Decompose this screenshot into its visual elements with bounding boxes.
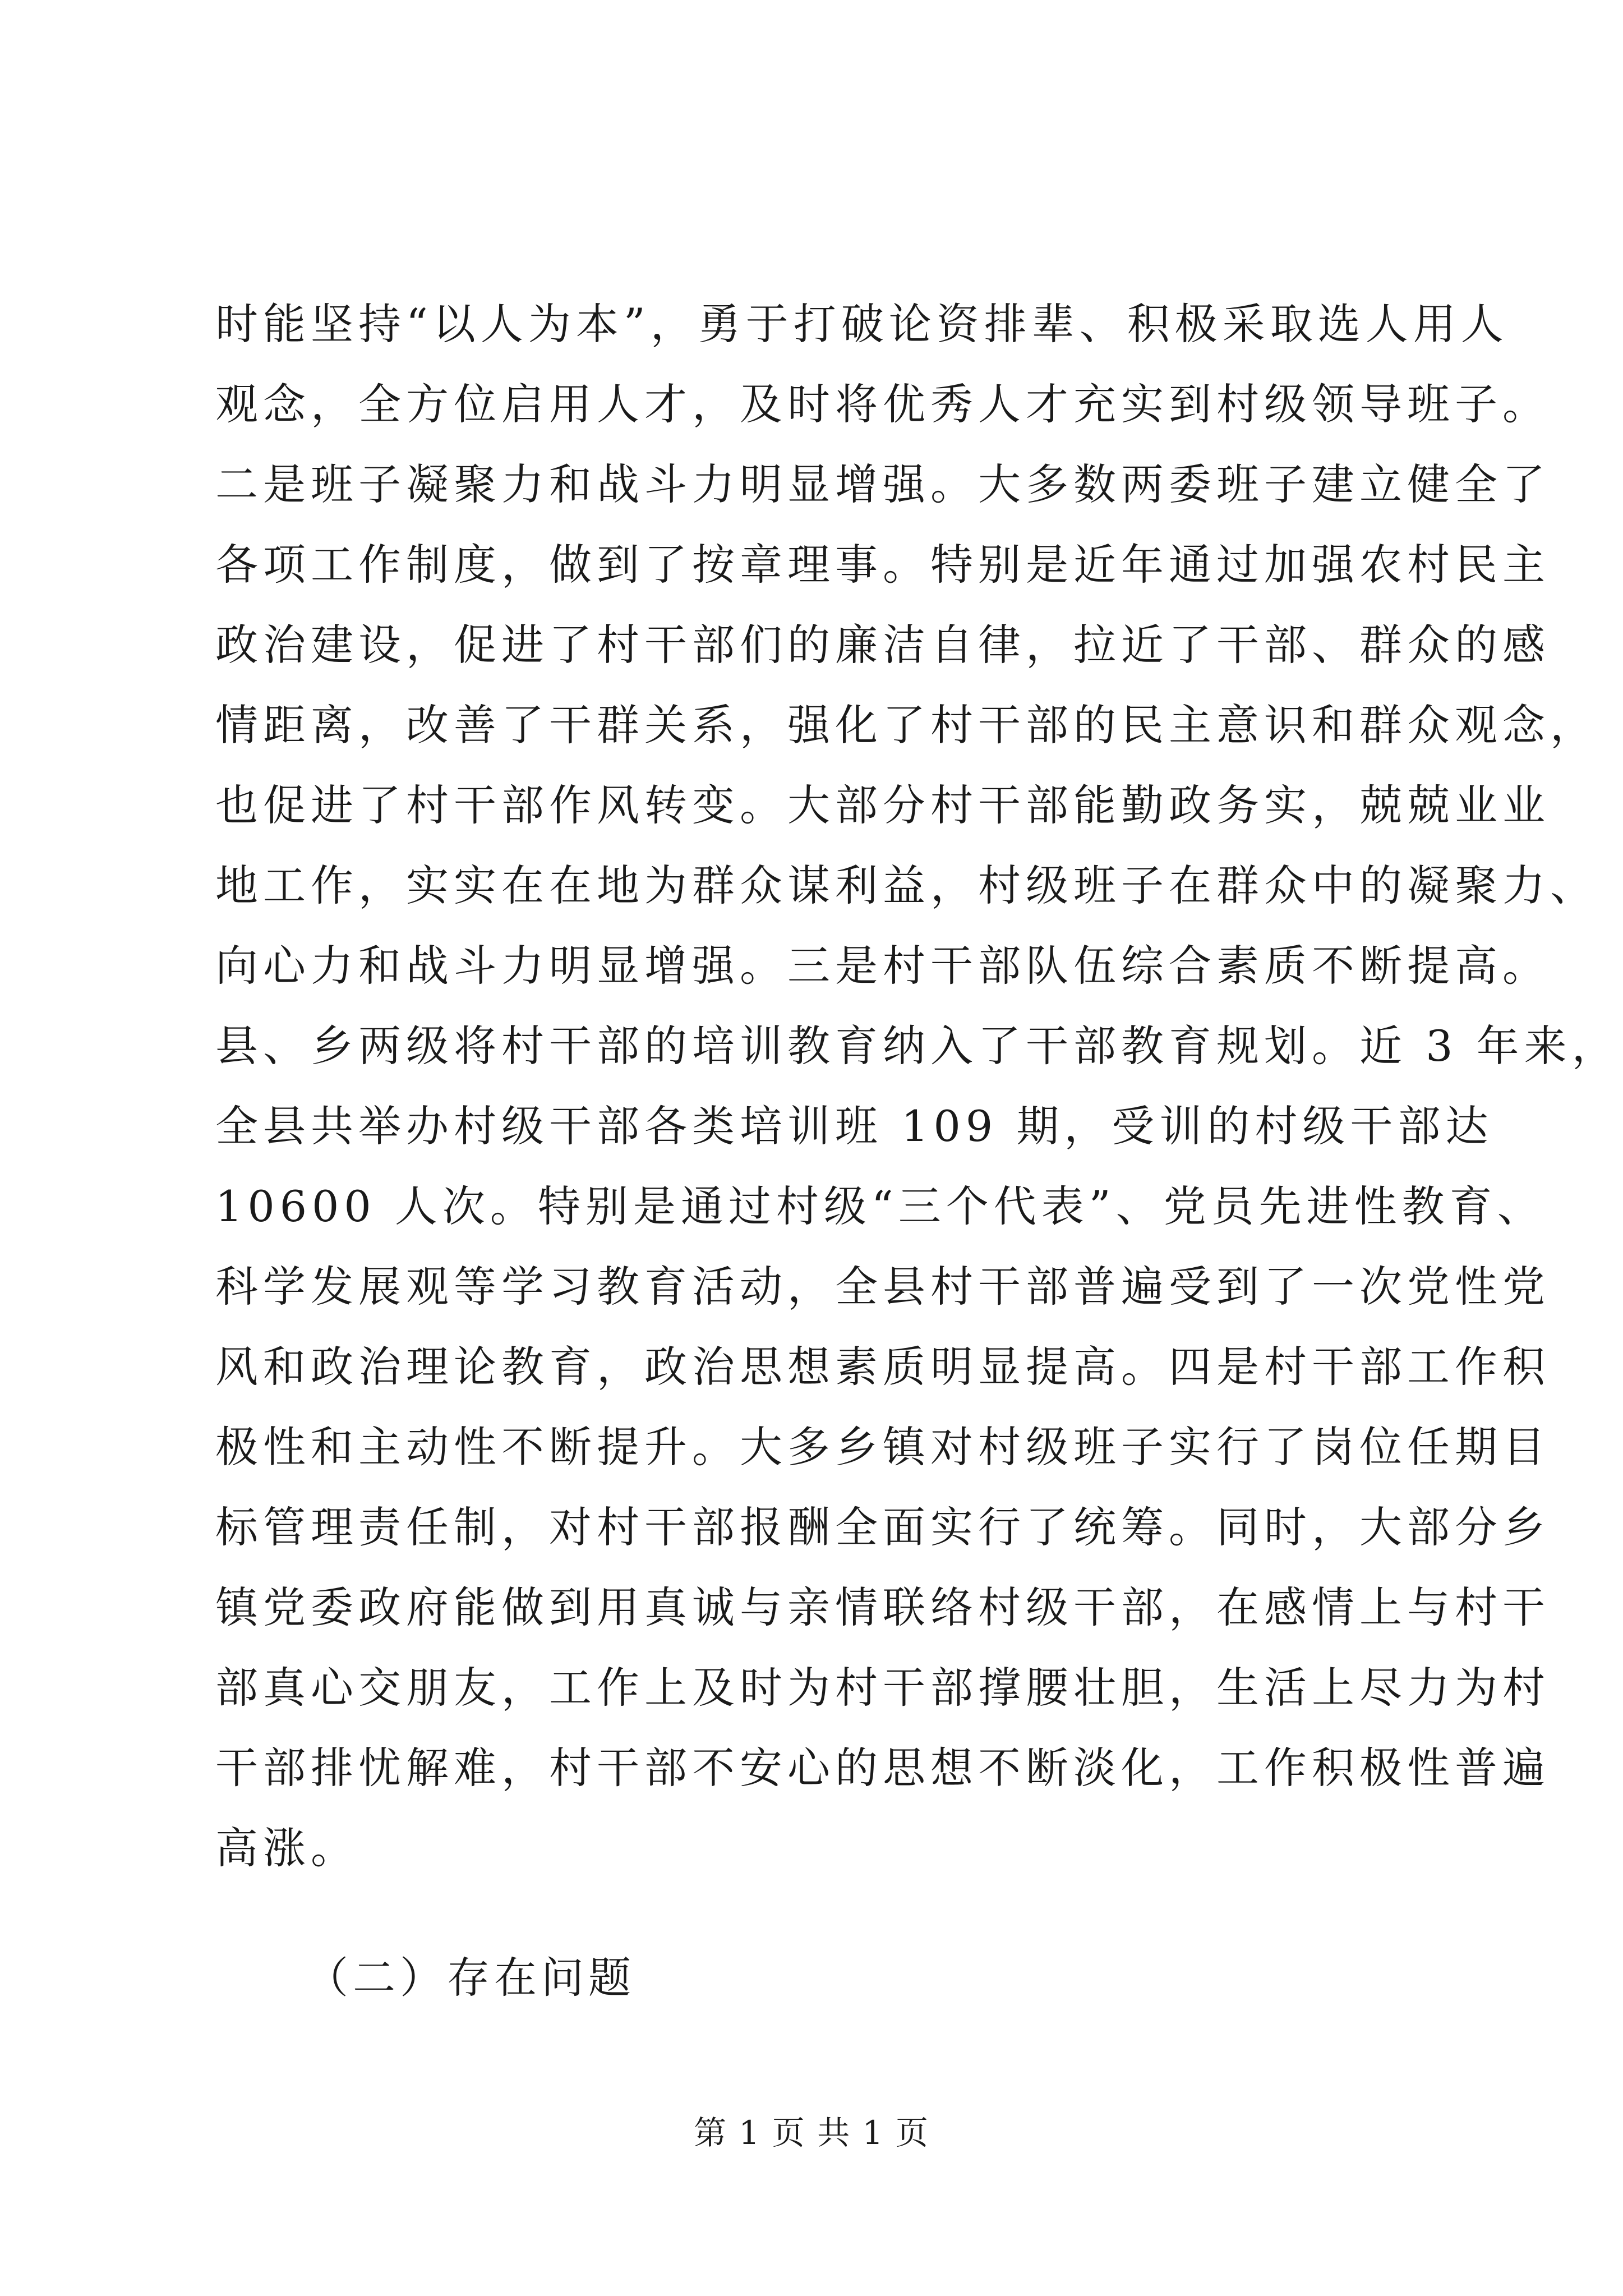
- text-line: 部真心交朋友，工作上及时为村干部撑腰壮胆，生活上尽力为村: [215, 1663, 1550, 1713]
- text-line: 干部排忧解难，村干部不安心的思想不断淡化，工作积极性普遍: [215, 1743, 1550, 1793]
- text-line: 各项工作制度，做到了按章理事。特别是近年通过加强农村民主: [215, 540, 1550, 590]
- text-line: 极性和主动性不断提升。大多乡镇对村级班子实行了岗位任期目: [215, 1422, 1550, 1472]
- text-line: 时能坚持“以人为本”，勇于打破论资排辈、积极采取选人用人: [215, 299, 1509, 349]
- text-line: 地工作，实实在在地为群众谋利益，村级班子在群众中的凝聚力、: [215, 861, 1598, 910]
- text-line: 标管理责任制，对村干部报酬全面实行了统筹。同时，大部分乡: [215, 1502, 1550, 1552]
- text-line: 10600 人次。特别是通过村级“三个代表”、党员先进性教育、: [215, 1181, 1545, 1231]
- page-footer: 第 1 页 共 1 页: [694, 2114, 929, 2152]
- text-line: 高涨。: [215, 1823, 358, 1873]
- section-heading: （二）存在问题: [306, 1953, 635, 2003]
- text-line: 县、乡两级将村干部的培训教育纳入了干部教育规划。近 3 年来，: [215, 1021, 1620, 1071]
- text-line: 观念，全方位启用人才，及时将优秀人才充实到村级领导班子。: [215, 379, 1550, 429]
- text-line: 也促进了村干部作风转变。大部分村干部能勤政务实，兢兢业业: [215, 780, 1550, 830]
- text-line: 政治建设，促进了村干部们的廉洁自律，拉近了干部、群众的感: [215, 620, 1550, 670]
- text-line: 镇党委政府能做到用真诚与亲情联络村级干部，在感情上与村干: [215, 1582, 1550, 1632]
- text-line: 二是班子凝聚力和战斗力明显增强。大多数两委班子建立健全了: [215, 459, 1550, 509]
- text-line: 风和政治理论教育，政治思想素质明显提高。四是村干部工作积: [215, 1342, 1550, 1392]
- text-line: 向心力和战斗力明显增强。三是村干部队伍综合素质不断提高。: [215, 941, 1550, 991]
- text-line: 全县共举办村级干部各类培训班 109 期，受训的村级干部达: [215, 1101, 1493, 1151]
- text-line: 情距离，改善了干群关系，强化了村干部的民主意识和群众观念，: [215, 700, 1598, 750]
- text-line: 科学发展观等学习教育活动，全县村干部普遍受到了一次党性党: [215, 1262, 1550, 1312]
